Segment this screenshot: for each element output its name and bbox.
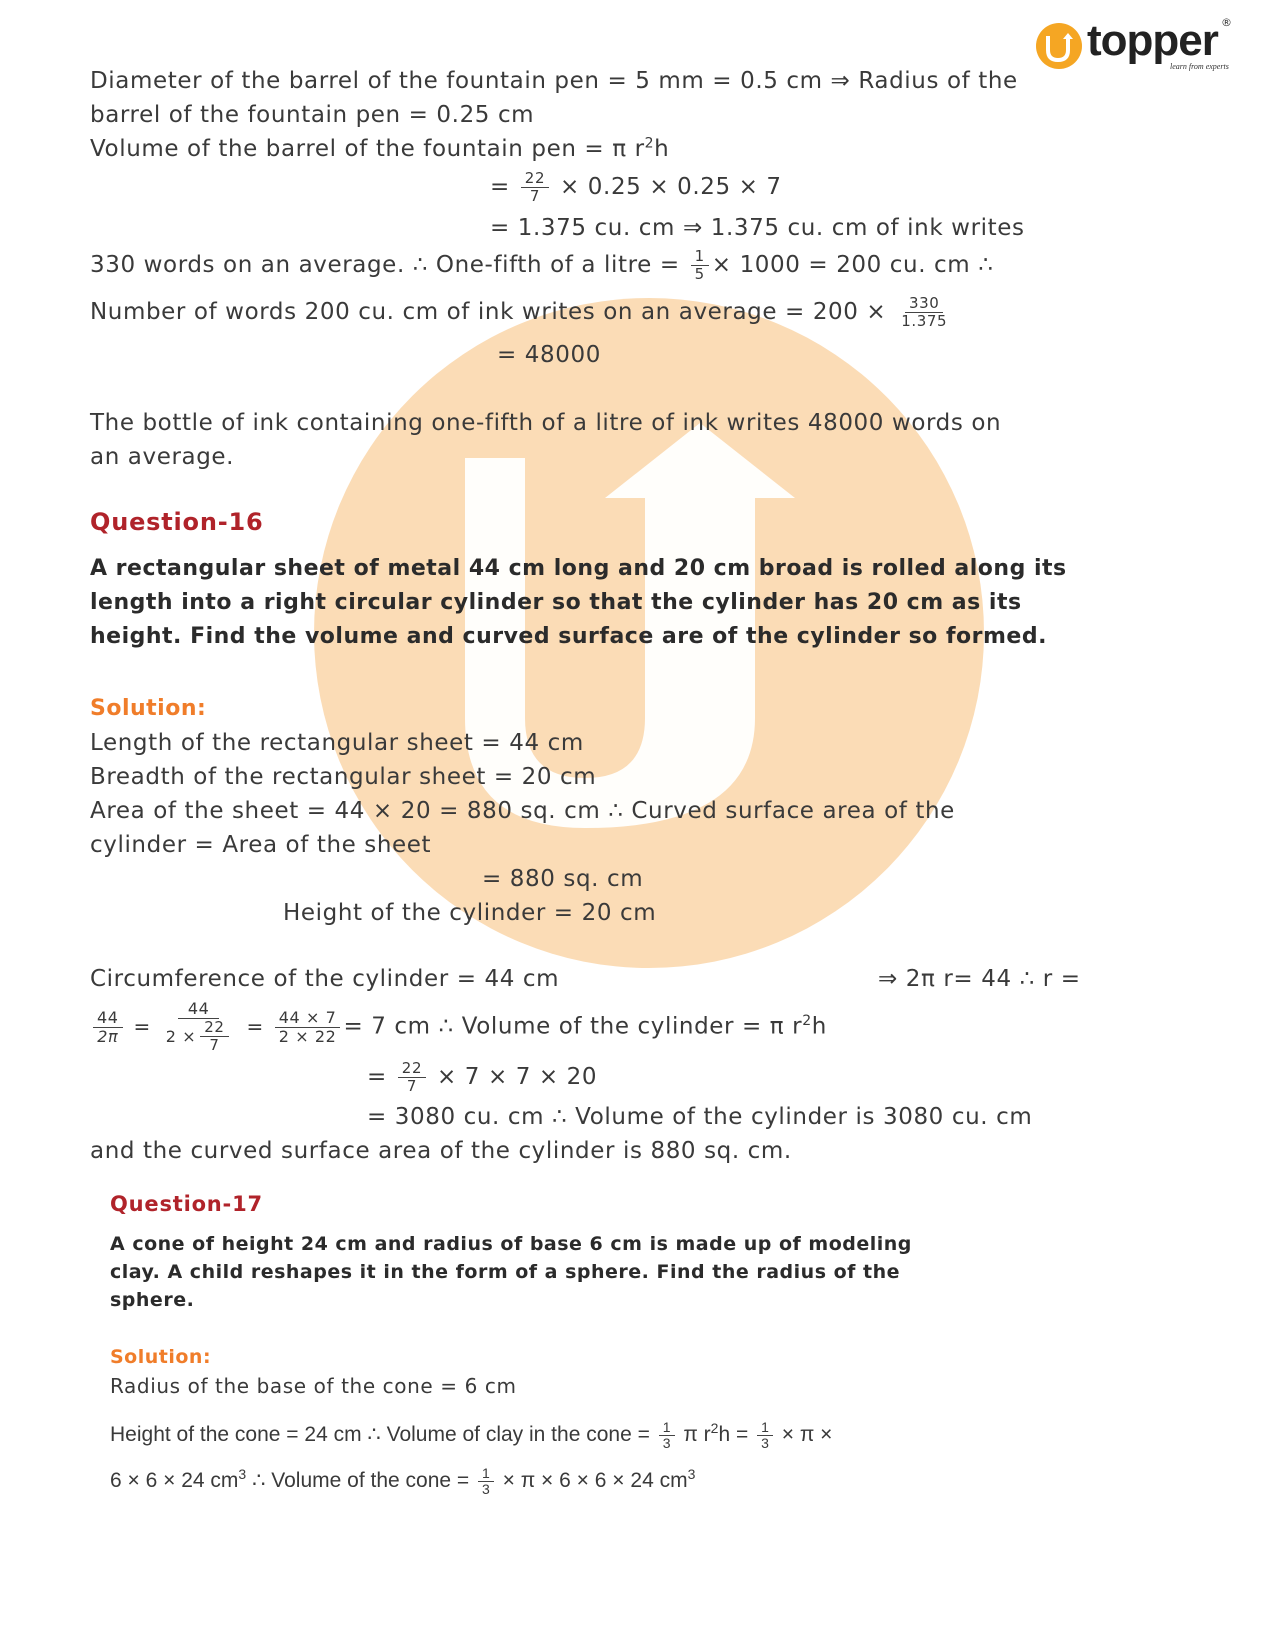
fraction (659, 1420, 675, 1451)
fraction-numerator: 330 (905, 295, 943, 313)
fraction-denominator: 7 (406, 1077, 418, 1095)
fraction-denominator: 7 (529, 187, 541, 205)
fraction-numerator: 22 (200, 1019, 228, 1037)
topper-logo-text: topper (1087, 16, 1218, 65)
text-line: Area of the sheet = 44 × 20 = 880 sq. cm ∴ Curved surface area of the (90, 798, 955, 824)
solution-heading: Solution: (110, 1346, 212, 1368)
fraction (478, 1466, 494, 1497)
equals-sign: = (246, 1014, 264, 1039)
fraction-denominator: 7 (209, 1036, 220, 1054)
fraction-denominator: 2π (97, 1026, 119, 1046)
topper-logo (1035, 18, 1240, 78)
superscript: 3 (687, 1466, 696, 1483)
fraction-numerator: 22 (398, 1060, 426, 1078)
fraction-numerator: 44 × 7 (275, 1009, 341, 1028)
inner-fraction (200, 1019, 228, 1054)
text-span: 2 × (165, 1026, 197, 1046)
text-span: h (654, 136, 670, 162)
fraction (757, 1420, 773, 1451)
fraction-numerator: 44 (178, 1000, 220, 1019)
superscript: 2 (802, 1012, 812, 1029)
equals-sign: = (133, 1014, 151, 1039)
fraction-denominator: 1.375 (901, 312, 948, 330)
fraction-denominator: 2 × 22 (278, 1026, 337, 1046)
text-line (90, 295, 954, 330)
text-span: × 1000 = 200 cu. cm ∴ (711, 252, 994, 278)
text-line (90, 132, 669, 166)
superscript: 3 (238, 1466, 247, 1483)
text-span: 6 × 6 × 24 cm (110, 1469, 239, 1493)
text-span: ∴ Volume of the cone = (252, 1469, 470, 1493)
fraction-numerator: 22 (521, 170, 549, 188)
equals-sign: = (367, 1064, 387, 1090)
fraction (897, 295, 951, 330)
equation-line: = 880 sq. cm (482, 866, 644, 892)
question-text: A rectangular sheet of metal 44 cm long and 20 cm broad is rolled along its (90, 556, 1067, 581)
fraction (691, 248, 709, 283)
text-span: × 7 × 7 × 20 (437, 1064, 598, 1090)
question-text: clay. A child reshapes it in the form of a sphere. Find the radius of the (110, 1261, 901, 1283)
fraction-numerator: 1 (757, 1420, 773, 1436)
fraction (398, 1060, 426, 1095)
equation-line: = 48000 (497, 342, 601, 368)
text-span: Height of the cone = 24 cm ∴ Volume of clay in the cone = (110, 1423, 650, 1447)
fraction-denominator (162, 1019, 236, 1054)
equation-line: = 1.375 cu. cm ⇒ 1.375 cu. cm of ink writes (490, 215, 1025, 241)
equation-line (490, 170, 782, 205)
text-span: Volume of the barrel of the fountain pen = π r (90, 136, 645, 162)
text-line: Circumference of the cylinder = 44 cm (90, 966, 560, 992)
question-title: Question-17 (110, 1192, 263, 1216)
question-text: length into a right circular cylinder so that the cylinder has 20 cm as its (90, 590, 1022, 615)
question-title: Question-16 (90, 508, 264, 536)
superscript: 2 (644, 135, 655, 152)
fraction (275, 1009, 341, 1046)
solution-heading: Solution: (90, 696, 207, 721)
fraction-numerator: 44 (93, 1009, 123, 1028)
fraction-numerator: 1 (691, 248, 709, 266)
superscript: 2 (710, 1420, 719, 1437)
fraction-denominator: 3 (482, 1481, 490, 1497)
text-line: and the curved surface area of the cylinder is 880 sq. cm. (90, 1138, 792, 1164)
text-line: barrel of the fountain pen = 0.25 cm (90, 102, 535, 128)
fraction-denominator: 3 (761, 1435, 769, 1451)
text-span: = 7 cm ∴ Volume of the cylinder = π r (343, 1013, 803, 1040)
topper-logo-icon (1035, 22, 1083, 70)
text-line: The bottle of ink containing one-fifth of a litre of ink writes 48000 words on (90, 410, 1002, 436)
compound-fraction (162, 1000, 236, 1054)
fraction-denominator: 3 (662, 1435, 671, 1451)
text-line: Length of the rectangular sheet = 44 cm (90, 730, 584, 756)
text-span: × 0.25 × 0.25 × 7 (560, 174, 782, 200)
text-line: Diameter of the barrel of the fountain pen = 5 mm = 0.5 cm ⇒ Radius of the (90, 68, 1018, 94)
text-span: h (811, 1013, 827, 1040)
text-span: h = (718, 1423, 749, 1447)
question-text: sphere. (110, 1289, 195, 1311)
text-span: 330 words on an average. ∴ One-fifth of a litre = (90, 252, 680, 278)
topper-logo-registered: ® (1221, 16, 1232, 29)
text-span: Number of words 200 cu. cm of ink writes on an average = 200 × (90, 299, 887, 325)
equation-line (90, 1000, 827, 1054)
fraction (93, 1009, 123, 1046)
fraction-denominator: 5 (694, 265, 705, 283)
text-line: ⇒ 2π r= 44 ∴ r = (878, 966, 1081, 992)
text-line (110, 1466, 695, 1497)
text-line: an average. (90, 444, 235, 470)
text-line: Height of the cylinder = 20 cm (283, 900, 657, 926)
text-span: π r (683, 1423, 711, 1447)
question-text: height. Find the volume and curved surface are of the cylinder so formed. (90, 624, 1047, 649)
text-span: × π × 6 × 6 × 24 cm (502, 1469, 688, 1493)
fraction (521, 170, 549, 205)
question-text: A cone of height 24 cm and radius of base 6 cm is made up of modeling (110, 1233, 912, 1255)
equals-sign: = (490, 174, 510, 200)
text-line: cylinder = Area of the sheet (90, 832, 432, 858)
text-line (110, 1420, 832, 1451)
text-line (90, 248, 993, 283)
text-line: Radius of the base of the cone = 6 cm (110, 1374, 517, 1398)
equation-line: = 3080 cu. cm ∴ Volume of the cylinder is 3080 cu. cm (367, 1104, 1033, 1130)
fraction-numerator: 1 (659, 1420, 675, 1436)
fraction-numerator: 1 (478, 1466, 494, 1482)
equation-line (367, 1060, 597, 1095)
text-line: Breadth of the rectangular sheet = 20 cm (90, 764, 597, 790)
topper-logo-tagline: learn from experts (1170, 62, 1229, 71)
text-span: × π × (781, 1423, 833, 1447)
